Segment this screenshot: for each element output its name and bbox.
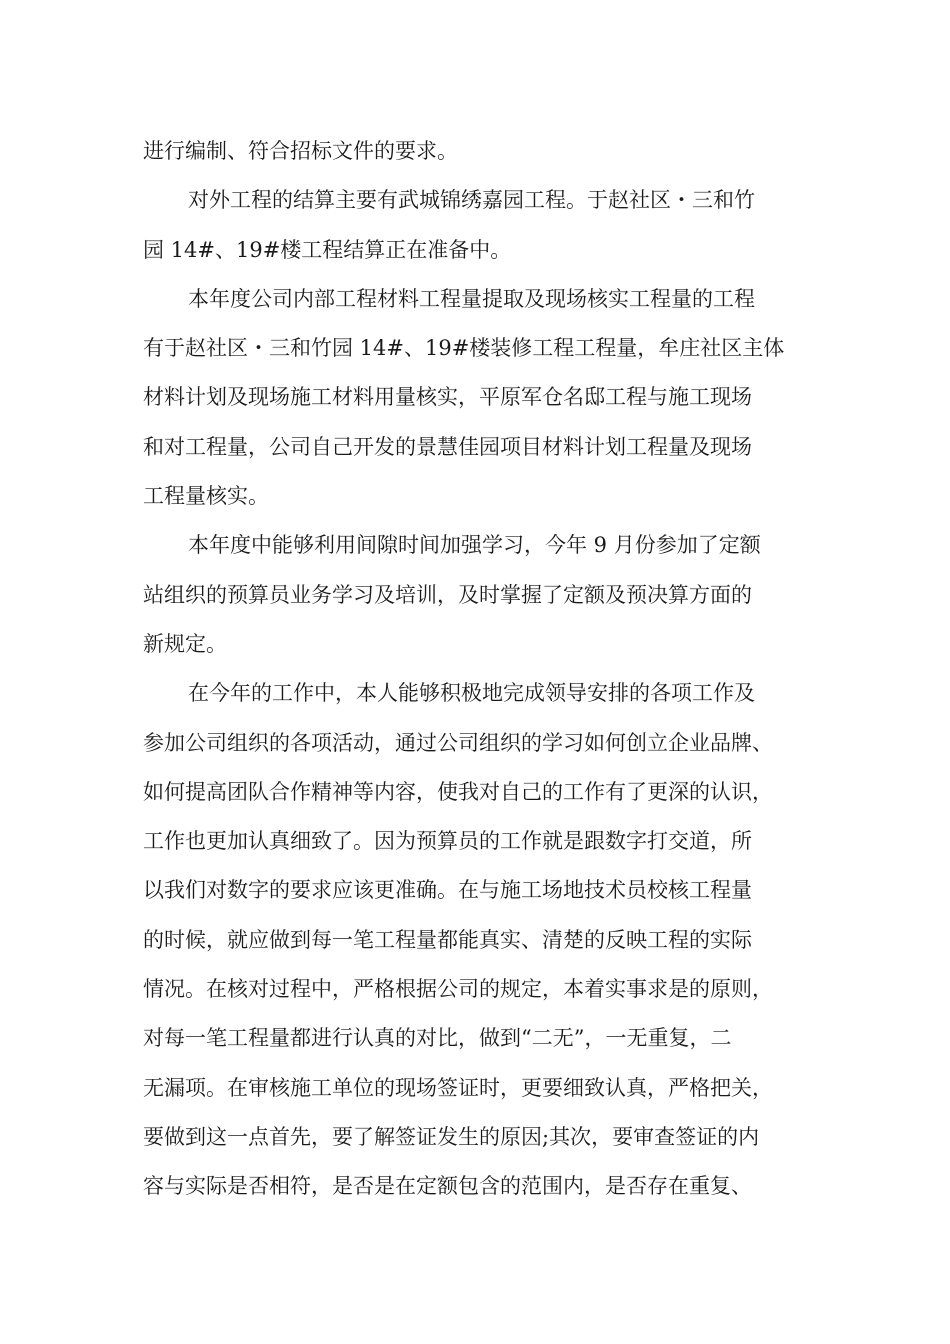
text-line: 有于赵社区・三和竹园 14#、19#楼装修工程工程量，牟庄社区主体	[143, 336, 785, 361]
text-line: 进行编制、符合招标文件的要求。	[143, 139, 458, 163]
text-line: 要做到这一点首先，要了解签证发生的原因;其次，要审查签证的内	[143, 1124, 760, 1149]
text-line: 对外工程的结算主要有武城锦绣嘉园工程。于赵社区・三和竹	[188, 188, 755, 213]
text-line: 工作也更加认真细致了。因为预算员的工作就是跟数字打交道，所	[143, 829, 752, 854]
text-line: 和对工程量，公司自己开发的景慧佳园项目材料计划工程量及现场	[143, 434, 752, 459]
text-line: 的时候，就应做到每一笔工程量都能真实、清楚的反映工程的实际	[143, 927, 752, 952]
text-line: 参加公司组织的各项活动，通过公司组织的学习如何创立企业品牌、	[143, 730, 773, 755]
text-line: 新规定。	[143, 631, 227, 656]
text-line: 以我们对数字的要求应该更准确。在与施工场地技术员校核工程量	[143, 878, 752, 903]
text-line: 站组织的预算员业务学习及培训，及时掌握了定额及预决算方面的	[143, 582, 752, 607]
body-text	[143, 127, 823, 1212]
text-line: 材料计划及现场施工材料用量核实，平原军仓名邸工程与施工现场	[143, 385, 752, 410]
text-line: 容与实际是否相符，是否是在定额包含的范围内，是否存在重复、	[143, 1174, 752, 1199]
text-line: 对每一笔工程量都进行认真的对比，做到“二无”，一无重复，二	[143, 1026, 732, 1051]
text-line: 本年度公司内部工程材料工程量提取及现场核实工程量的工程	[188, 286, 755, 311]
text-line: 情况。在核对过程中，严格根据公司的规定，本着实事求是的原则，	[143, 977, 773, 1002]
text-line: 在今年的工作中，本人能够积极地完成领导安排的各项工作及	[188, 681, 755, 706]
text-line: 本年度中能够利用间隙时间加强学习，今年 9 月份参加了定额	[188, 533, 761, 558]
text-line: 园 14#、19#楼工程结算正在准备中。	[143, 237, 512, 262]
text-line: 无漏项。在审核施工单位的现场签证时，更要细致认真，严格把关，	[143, 1075, 773, 1100]
text-line: 工程量核实。	[143, 484, 269, 509]
text-line: 如何提高团队合作精神等内容，使我对自己的工作有了更深的认识，	[143, 779, 773, 804]
